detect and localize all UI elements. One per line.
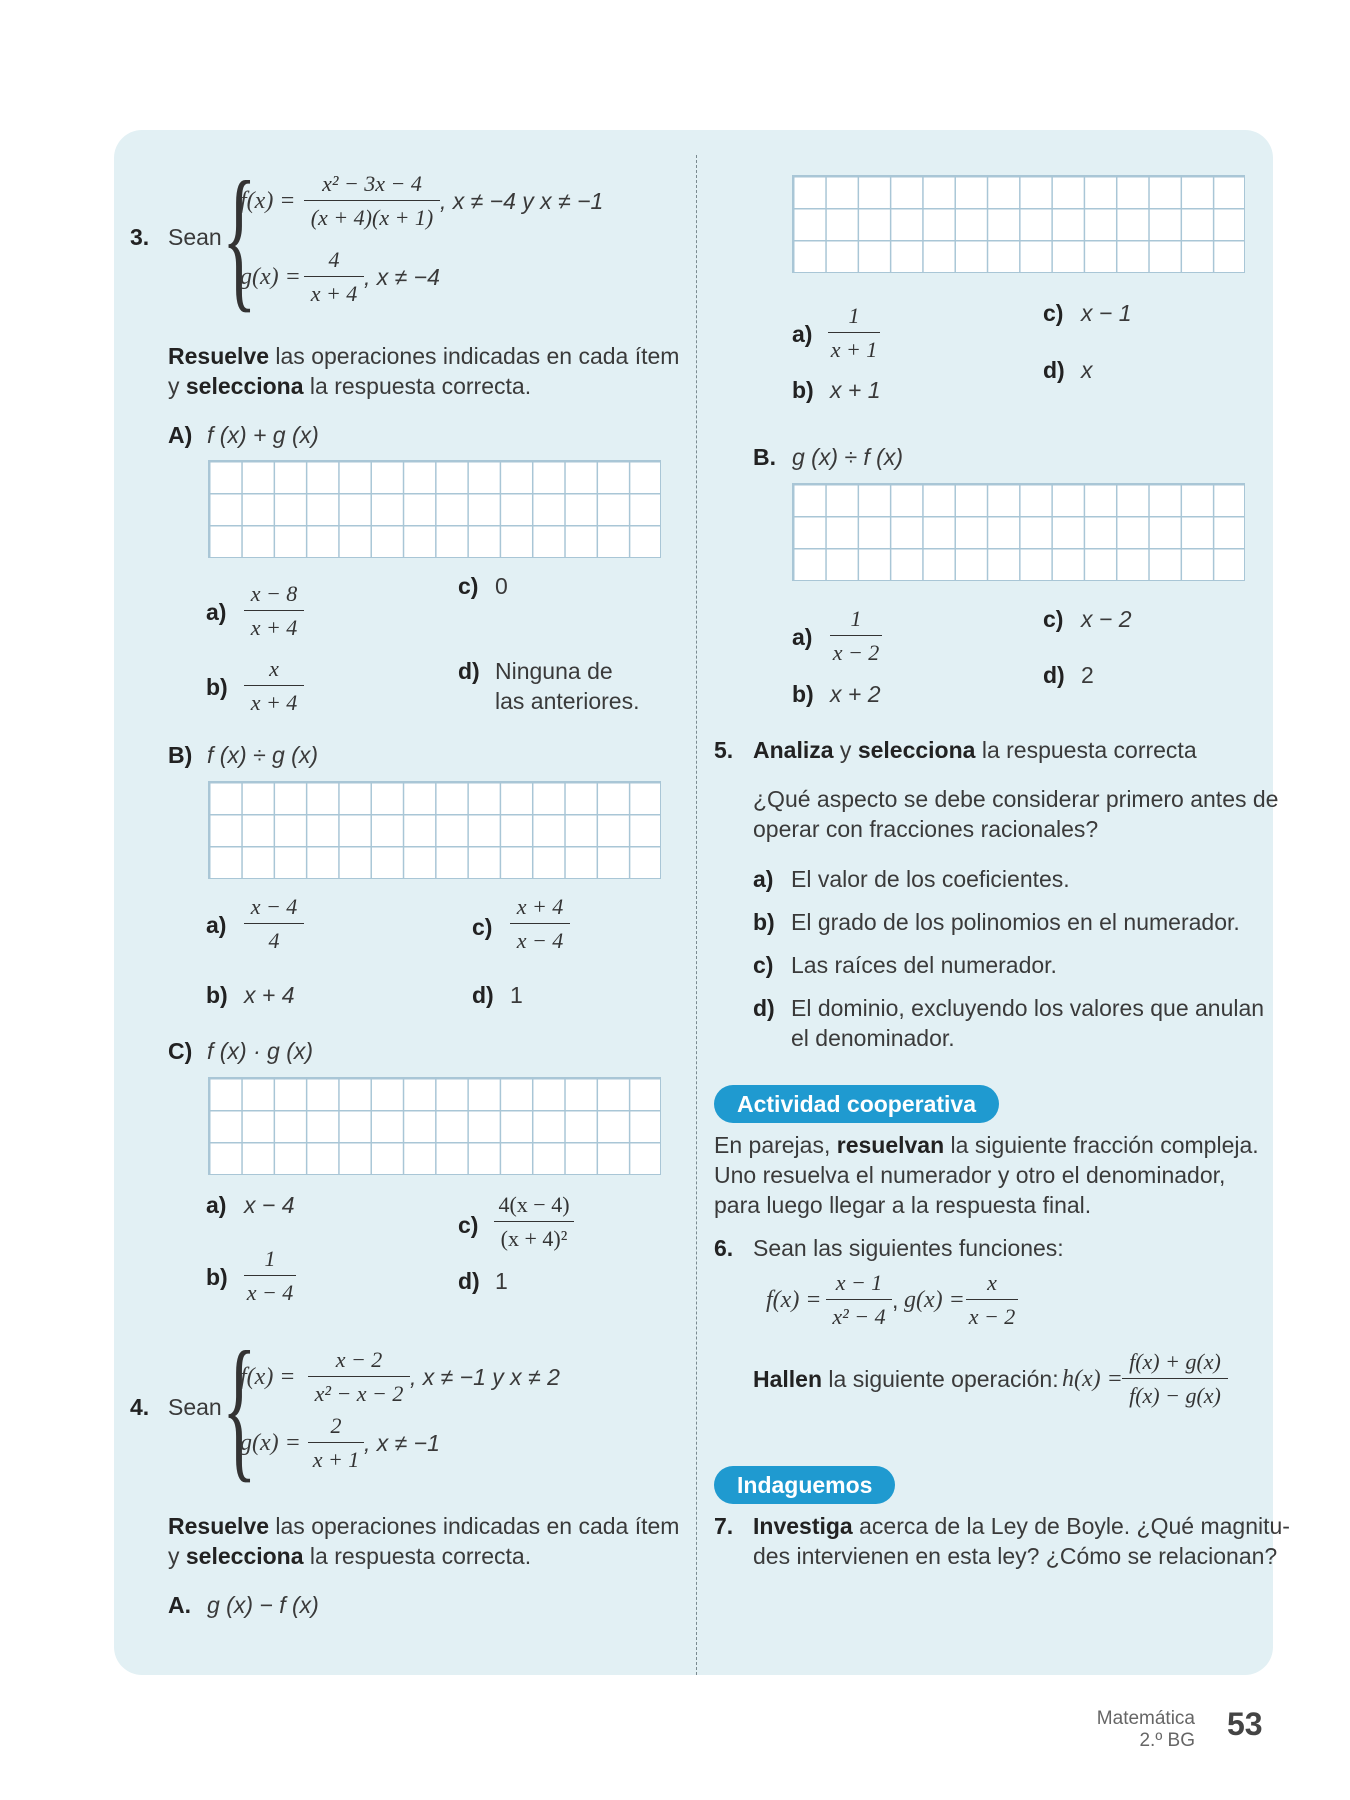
q4-g-denominator: x + 1: [312, 1447, 360, 1472]
footer-grade: 2.º BG: [1139, 1730, 1195, 1751]
q4-f-denominator: x² − x − 2: [314, 1381, 404, 1406]
q4B-label: B.: [753, 444, 776, 470]
q4-f-numerator: x − 2: [308, 1346, 410, 1377]
q6-g-fraction: $\frac{x}{x - 2}$: [966, 1269, 1018, 1331]
q3B-option-d-label[interactable]: d): [472, 982, 494, 1008]
q3A-expression: f (x) + g (x): [207, 422, 319, 448]
q4B-option-c-text[interactable]: x − 2: [1081, 606, 1132, 632]
q4B-option-a-fraction[interactable]: $\frac{1}{x - 2}$: [830, 605, 882, 667]
q7-line2: des intervienen en esta ley? ¿Cómo se relacionan?: [753, 1543, 1278, 1569]
coop-line2: Uno resuelva el numerador y otro el denominador,: [714, 1162, 1226, 1188]
q5-option-c-label[interactable]: c): [753, 952, 774, 978]
q3B-option-a-label[interactable]: a): [206, 912, 227, 938]
q4A-option-a-label[interactable]: a): [792, 321, 813, 347]
q4-g-numerator: 2: [308, 1412, 364, 1443]
q4-number: 4.: [130, 1394, 150, 1420]
q5-option-d-label[interactable]: d): [753, 995, 775, 1021]
q5-option-c-text[interactable]: Las raíces del numerador.: [791, 952, 1057, 978]
q5-question-line1: ¿Qué aspecto se debe considerar primero antes de: [753, 786, 1279, 812]
q3A-option-c-text[interactable]: 0: [495, 573, 508, 599]
q3C-option-a-text[interactable]: x − 4: [244, 1192, 295, 1218]
q3C-option-a-label[interactable]: a): [206, 1192, 227, 1218]
footer-subject: Matemática: [1096, 1708, 1195, 1729]
q3A-option-d-label[interactable]: d): [458, 658, 480, 684]
q4B-option-b-label[interactable]: b): [792, 681, 814, 707]
q3C-option-c-fraction[interactable]: $\frac{4(x - 4)}{\text{(x + 4)²}}$: [494, 1191, 574, 1253]
q3-f-denominator: (x + 4)(x + 1): [310, 205, 434, 230]
q4B-option-d-text[interactable]: 2: [1081, 662, 1094, 688]
q3C-option-b-fraction[interactable]: $\frac{1}{x - 4}$: [244, 1245, 296, 1307]
q5-option-a-text[interactable]: El valor de los coeficientes.: [791, 866, 1070, 892]
q3-f-lhs: f(x) =: [240, 188, 296, 214]
q3A-answer-grid[interactable]: [208, 460, 661, 558]
q3-g-condition: , x ≠ −4: [364, 264, 440, 290]
q5-option-d-text[interactable]: El dominio, excluyendo los valores que anulan: [791, 995, 1265, 1021]
q3A-option-d-line1[interactable]: Ninguna de: [495, 658, 613, 684]
page-number: 53: [1227, 1706, 1263, 1742]
q3B-answer-grid[interactable]: [208, 781, 661, 879]
q4B-answer-grid[interactable]: [792, 483, 1245, 581]
q3-sean: Sean: [168, 224, 222, 250]
q4B-expression: g (x) ÷ f (x): [792, 444, 904, 470]
q3A-option-c-label[interactable]: c): [458, 573, 479, 599]
q4-g-fraction: [308, 1412, 364, 1474]
q3C-expression: f (x) · g (x): [207, 1038, 314, 1064]
q5-number: 5.: [714, 737, 734, 763]
q3C-label: C): [168, 1038, 193, 1064]
q7-line1: Investiga acerca de la Ley de Boyle. ¿Qué magnitu-: [753, 1513, 1290, 1539]
q4A-option-d-label[interactable]: d): [1043, 357, 1065, 383]
q6-text: Sean las siguientes funciones:: [753, 1235, 1064, 1261]
q3C-option-c-label[interactable]: c): [458, 1212, 479, 1238]
q3B-label: B): [168, 742, 193, 768]
q4A-option-a-fraction[interactable]: $\frac{1}{x + 1}$: [828, 302, 880, 364]
q4B-option-b-text[interactable]: x + 2: [830, 681, 881, 707]
q4A-option-b-label[interactable]: b): [792, 377, 814, 403]
q3A-label: A): [168, 422, 193, 448]
q4-brace: {: [222, 1318, 257, 1496]
q3C-option-b-label[interactable]: b): [206, 1264, 228, 1290]
coop-line1: En parejas, resuelvan la siguiente fracción compleja.: [714, 1132, 1259, 1158]
q5-option-b-label[interactable]: b): [753, 909, 775, 935]
q6-f-fraction: $\frac{x - 1}{\text{x² − 4}}$: [826, 1269, 892, 1331]
q3B-option-b-text[interactable]: x + 4: [244, 982, 295, 1008]
q4A-answer-grid[interactable]: [792, 175, 1245, 273]
q3-g-numerator: 4: [304, 246, 364, 277]
actividad-cooperativa-badge: Actividad cooperativa: [714, 1085, 999, 1123]
q6-hallen: Hallen la siguiente operación:: [753, 1366, 1059, 1392]
q3-f-numerator: x² − 3x − 4: [304, 170, 440, 201]
q3A-option-a-fraction[interactable]: $\frac{x - 8}{x + 4}$: [244, 580, 304, 642]
q3-instruction-line2: y selecciona la respuesta correcta.: [168, 373, 532, 399]
q4-instruction-line2: y selecciona la respuesta correcta.: [168, 1543, 532, 1569]
q4A-option-b-text[interactable]: x + 1: [830, 377, 881, 403]
q3-brace: {: [222, 148, 257, 326]
q5-question-line2: operar con fracciones racionales?: [753, 816, 1099, 842]
q3A-option-b-label[interactable]: b): [206, 674, 228, 700]
q3A-option-d-line2[interactable]: las anteriores.: [495, 688, 640, 714]
q3-f-condition: , x ≠ −4 y x ≠ −1: [440, 188, 604, 214]
q4-f-fraction: [308, 1346, 410, 1408]
q5-heading: Analiza y selecciona la respuesta correcta: [753, 737, 1197, 763]
q3A-option-a-label[interactable]: a): [206, 599, 227, 625]
q5-option-a-label[interactable]: a): [753, 866, 774, 892]
q5-option-b-text[interactable]: El grado de los polinomios en el numerador.: [791, 909, 1240, 935]
q4A-option-c-label[interactable]: c): [1043, 300, 1064, 326]
q3-instruction-line1: Resuelve las operaciones indicadas en cada ítem: [168, 343, 680, 369]
q3B-option-b-label[interactable]: b): [206, 982, 228, 1008]
q3B-option-d-text[interactable]: 1: [510, 982, 523, 1008]
q3-g-lhs: g(x) =: [240, 264, 301, 290]
q6-g-lhs: g(x) =: [904, 1287, 965, 1313]
indaguemos-badge: Indaguemos: [714, 1466, 895, 1504]
q3-f-fraction: [304, 170, 440, 232]
q6-h-fraction: $\frac{f(x) + g(x)}{f(x) - g(x)}$: [1122, 1348, 1228, 1410]
coop-line3: para luego llegar a la respuesta final.: [714, 1192, 1092, 1218]
q6-f-lhs: f(x) =: [766, 1287, 822, 1313]
q4-f-condition: , x ≠ −1 y x ≠ 2: [410, 1364, 560, 1390]
q3A-option-b-fraction[interactable]: $\frac{x}{x + 4}$: [244, 655, 304, 717]
q4B-option-c-label[interactable]: c): [1043, 606, 1064, 632]
q4-f-lhs: f(x) =: [240, 1364, 296, 1390]
q3B-option-c-fraction[interactable]: $\frac{x + 4}{x - 4}$: [510, 893, 570, 955]
q4B-option-d-label[interactable]: d): [1043, 662, 1065, 688]
q4A-option-c-text[interactable]: x − 1: [1081, 300, 1132, 326]
q4B-option-a-label[interactable]: a): [792, 624, 813, 650]
q6-h-lhs: h(x) =: [1062, 1366, 1123, 1392]
q3C-answer-grid[interactable]: [208, 1077, 661, 1175]
q4-sean: Sean: [168, 1394, 222, 1420]
q5-option-d-text2[interactable]: el denominador.: [791, 1025, 955, 1051]
q3B-option-a-fraction[interactable]: $\frac{x - 4}{4}$: [244, 893, 304, 955]
q3-g-denominator: x + 4: [310, 281, 358, 306]
q6-comma: ,: [892, 1287, 899, 1313]
column-divider: [696, 155, 697, 1675]
q3B-option-c-label[interactable]: c): [472, 914, 493, 940]
q4A-expression: g (x) − f (x): [207, 1592, 319, 1618]
q3-number: 3.: [130, 224, 150, 250]
q4-g-lhs: g(x) =: [240, 1430, 301, 1456]
q7-number: 7.: [714, 1513, 734, 1539]
q3C-option-d-text[interactable]: 1: [495, 1268, 508, 1294]
q3-g-fraction: [304, 246, 364, 308]
q3B-expression: f (x) ÷ g (x): [207, 742, 319, 768]
q4-instruction-line1: Resuelve las operaciones indicadas en cada ítem: [168, 1513, 680, 1539]
q4-g-condition: , x ≠ −1: [364, 1430, 440, 1456]
q4A-option-d-text[interactable]: x: [1081, 357, 1093, 383]
q4A-label: A.: [168, 1592, 191, 1618]
q6-number: 6.: [714, 1235, 734, 1261]
q3C-option-d-label[interactable]: d): [458, 1268, 480, 1294]
